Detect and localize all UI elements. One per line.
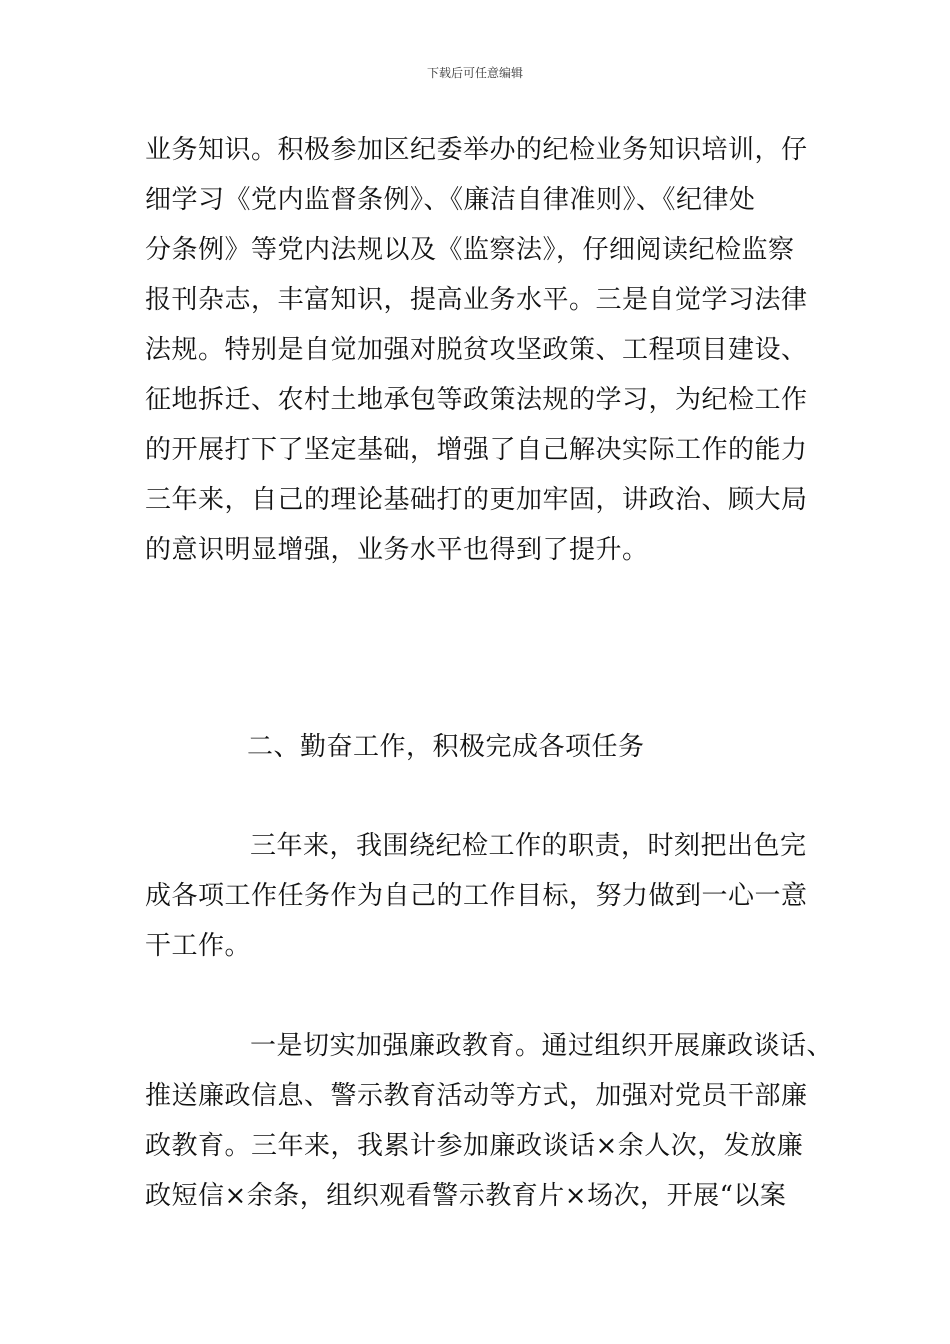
text-line: 细学习《党内监督条例》、《廉洁自律准则》、《纪律处: [145, 185, 756, 215]
text-line: 推送廉政信息、警示教育活动等方式，加强对党员干部廉: [145, 1081, 808, 1111]
text-line: 三年来，我围绕纪检工作的职责，时刻把出色完: [250, 831, 807, 861]
text-line: 干工作。: [145, 931, 252, 961]
text-line: 的意识明显增强，业务水平也得到了提升。: [145, 535, 649, 565]
page-header-note: 下载后可任意编辑: [426, 66, 523, 80]
text-line: 报刊杂志，丰富知识，提高业务水平。三是自觉学习法律: [145, 285, 808, 315]
text-line: 的开展打下了坚定基础，增强了自己解决实际工作的能力: [145, 435, 808, 465]
text-line: 法规。特别是自觉加强对脱贫攻坚政策、工程项目建设、: [145, 335, 808, 365]
text-line: 成各项工作任务作为自己的工作目标，努力做到一心一意: [145, 881, 808, 911]
text-line: 三年来，自己的理论基础打的更加牢固，讲政治、顾大局: [145, 485, 808, 515]
text-line: 一是切实加强廉政教育。通过组织开展廉政谈话、: [250, 1031, 834, 1061]
text-line: 分条例》等党内法规以及《监察法》，仔细阅读纪检监察: [145, 235, 795, 265]
section-heading: 二、勤奋工作，积极完成各项任务: [247, 732, 645, 762]
text-line: 政短信×余条，组织观看警示教育片×场次，开展“以案: [145, 1181, 787, 1211]
text-line: 业务知识。积极参加区纪委举办的纪检业务知识培训，仔: [145, 135, 808, 165]
text-line: 征地拆迁、农村土地承包等政策法规的学习，为纪检工作: [145, 385, 808, 415]
text-line: 政教育。三年来，我累计参加廉政谈话×余人次，发放廉: [145, 1131, 804, 1161]
